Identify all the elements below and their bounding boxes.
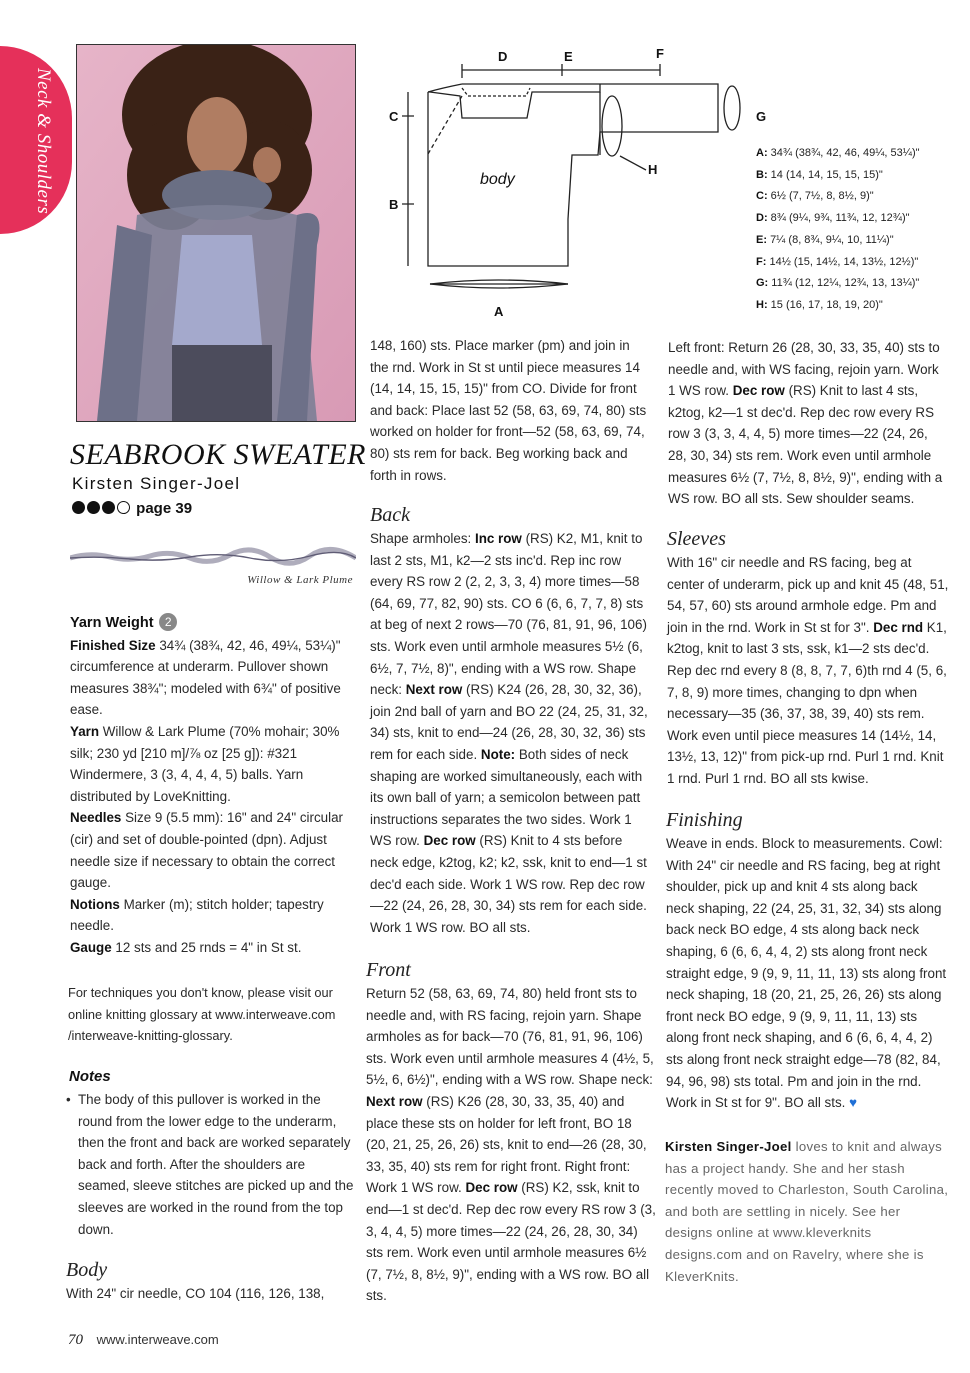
sleeves-body: With 16" cir needle and RS facing, beg at center of underarm, pick up and knit 45 (48, 51, 54, 57, 60) sts around armhole edge. Pm and join in the rnd. Work in St st for 3". Dec rnd K1, k2tog, knit to last 3 sts, ssk, k1—2 sts dec'd. Rep dec rnd every 8 (8, 8, 7, 7, 6)th rnd 4 (5, 6, 7, 8, 9) more times, changing to dpn when necessary—35 (36, 37, 38, 39, 40) sts rem. Work even until piece measures 14 (14½, 14, 13½, 13, 12)" from pick-up rnd. Purl 1 rnd. Knit 1 rnd. Purl 1 rnd. BO all sts kwise. [667, 555, 949, 786]
footer-url[interactable]: www.interweave.com [96, 1332, 219, 1347]
gauge-spec: Gauge 12 sts and 25 rnds = 4" in St st. [70, 939, 302, 955]
measurement-d: D: 8¾ (9¼, 9¾, 11¾, 12, 12¾)" [756, 212, 910, 225]
left-front-body: Left front: Return 26 (28, 30, 33, 35, 40) sts to needle and, with WS facing, rejoin yarn. Work 1 WS row. Dec row (RS) Knit to last 4 sts, k2tog, k2—1 st dec'd. Rep dec row every RS row 3 (3, 3, 4, 4, 5) more times—22 (24, 26, 28, 30, 34) sts rem. Work even until armhole measures 6½ (7, 7½, 8, 8½, 9)", ending with a WS row. BO all sts. Sew shoulder seams. [668, 340, 943, 507]
skill-page-ref: page 39 [136, 500, 193, 517]
label-h: H [648, 162, 658, 177]
yarn-spec: Yarn Willow & Lark Plume (70% mohair; 30% silk; 230 yd [210 m]/⅞ oz [25 g]): #321 Windermere, 3 (3, 4, 4, 4, 5) balls. Yarn distributed by LoveKnitting. [70, 723, 340, 804]
pattern-title: SEABROOK SWEATER [70, 438, 367, 471]
finishing-body: Weave in ends. Block to measurements. Cowl: With 24" cir needle and RS facing, beg at right shoulder, pick up and knit 4 sts along back neck shaping, 22 (24, 25, 31, 32, 34) sts along back neck BO edge, 4 sts along back neck shaping, 6 (6, 6, 4, 4, 2) sts along front neck straight edge, 9 (9, 9, 11, 11, 13) sts along front neck shaping, 18 (20, 21, 25, 26, 26) sts along front neck BO edge, 9 (9, 9, 11, 11, 13) sts along front neck shaping, and 6 (6, 6, 4, 4, 2) sts along front neck straight edge—78 (82, 84, 94, 96, 98) sts total. Pm and join in the rnd. Work in St st for 9". BO all sts. ♥ [666, 836, 947, 1111]
measurement-f: F: 14½ (15, 14½, 14, 13½, 12½)" [756, 255, 919, 268]
label-d: D [498, 49, 508, 64]
notes-body: • The body of this pullover is worked in the round from the lower edge to the underarm, then the front and back are worked separately back and forth. After the shoulders are seamed, sleeve stitches are picked up and the sleeves are worked in the round from the top down. [66, 1092, 354, 1237]
page-footer [68, 1332, 219, 1349]
measurement-c: C: 6½ (7, 7½, 8, 8½, 9)" [756, 190, 874, 203]
label-a: A [494, 304, 504, 319]
skill-dots [72, 500, 132, 517]
measurement-g: G: 11¾ (12, 12¼, 12¾, 13, 13¼)" [756, 277, 920, 290]
front-body: Return 52 (58, 63, 69, 74, 80) held front sts to needle and, with RS facing, rejoin yarn. Shape armholes as for back—70 (76, 81, 91, 96, 106) sts. Work even until armhole measures 4 (4½, 5, 5½, 6, 6½)", ending with a WS row. Shape neck: Next row (RS) K26 (28, 30, 33, 35, 40) and place these sts on holder for left front, BO 18 (20, 21, 25, 26, 26) sts, knit to end—26 (28, 30, 33, 35, 40) sts rem for right front. Right front: Work 1 WS row. Dec row (RS) K2, ssk, knit to end—1 st dec'd. Rep dec row every RS row 3 (3, 3, 4, 4, 5) more times—22 (24, 26, 28, 30, 34) sts rem. Work even until armhole measures 6½ (7, 7½, 8, 8½, 9)", ending with a WS row. BO all sts. [366, 986, 656, 1304]
designer-bio: Kirsten Singer-Joel loves to knit and always has a project handy. She and her stash recently moved to Charleston, South Carolina, and both are settling in nicely. See her designs online at www.kleverknits designs.com and on Ravelry, where she is KleverKnits. [665, 1139, 949, 1284]
body-heading: Body [66, 1259, 108, 1281]
needles-spec: Needles Size 9 (5.5 mm): 16" and 24" circular (cir) and set of double-pointed (dpn). Adjust needle size if necessary to obtain the correct gauge. [70, 810, 343, 891]
skill-level [72, 500, 192, 517]
body-text-start: With 24" cir needle, CO 104 (116, 126, 138, [66, 1286, 325, 1301]
yarn-weight: Yarn Weight 2 [70, 612, 356, 635]
section-tab [0, 46, 72, 234]
measurement-a: A: 34¾ (38¾, 42, 46, 49¼, 53¼)" [756, 147, 920, 159]
measurement-h: H: 15 (16, 17, 18, 19, 20)" [756, 298, 883, 311]
designer-name: Kirsten Singer-Joel [72, 474, 241, 493]
label-c: C [389, 109, 399, 124]
section-tab-label: Neck & Shoulders [33, 67, 54, 215]
sleeves-heading: Sleeves [667, 528, 726, 550]
measurement-list [756, 143, 920, 317]
label-f: F [656, 46, 664, 61]
finishing-heading: Finishing [666, 809, 743, 831]
front-heading: Front [366, 959, 411, 981]
back-heading: Back [370, 504, 410, 526]
label-e: E [564, 49, 573, 64]
model-photo [76, 44, 356, 422]
notions-spec: Notions Marker (m); stitch holder; tapestry needle. [70, 896, 324, 934]
finished-size: Finished Size 34¾ (38¾, 42, 46, 49¼, 53¼)" circumference at underarm. Pullover shown measures 38¾"; modeled with 6¾" of positive ease. [70, 637, 341, 718]
label-g: G [756, 109, 767, 124]
body-text-cont: 148, 160) sts. Place marker (pm) and join in the rnd. Work in St st until piece measures 14 (14, 14, 15, 15, 15)" from CO. Divide for front and back: Place last 52 (58, 63, 69, 74, 80) sts worked on holder for front—52 (58, 63, 69, 74, 80) sts rem for back. Beg working back and forth in rows. [370, 338, 647, 483]
label-b: B [389, 197, 399, 212]
yarn-swatch [70, 546, 356, 566]
techniques-note: For techniques you don't know, please visit our online knitting glossary at www.interweave.com /interweave-knitting-glossary. [68, 985, 336, 1044]
schematic-diagram [372, 44, 768, 324]
label-body: body [480, 171, 515, 188]
heart-icon: ♥ [849, 1095, 858, 1111]
notes-heading: Notes [69, 1068, 111, 1085]
back-body: Shape armholes: Inc row (RS) K2, M1, knit to last 2 sts, M1, k2—2 sts inc'd. Rep inc row every RS row 2 (2, 2, 3, 3, 4) more times—58 (64, 69, 77, 82, 90) sts. CO 6 (6, 6, 7, 7, 8) sts at beg of next 2 rows—70 (76, 81, 91, 96, 106) sts. Work even until armhole measures 5½ (6, 6½, 7, 7½, 8)", ending with a WS row. Shape neck: Next row (RS) K24 (26, 28, 30, 32, 36), join 2nd ball of yarn and BO 22 (24, 25, 31, 32, 34) sts, knit to end—24 (26, 28, 30, 32, 36) sts rem for each side. Note: Both sides of neck shaping are worked simultaneously, each with its own ball of yarn; a semicolon between patt instructions separates the two sides. Work 1 WS row. Dec row (RS) Knit to 4 sts before neck edge, k2tog, k2; k2, ssk, knit to end—1 st dec'd each side. Work 1 WS row. Rep dec row—22 (24, 26, 28, 30, 34) sts rem for each side. Work 1 WS row. BO all sts. [370, 531, 648, 935]
page-number: 70 [68, 1332, 83, 1348]
measurement-b: B: 14 (14, 14, 15, 15, 15)" [756, 168, 883, 181]
schematic-svg [372, 44, 768, 324]
model-photo-illustration [77, 45, 355, 421]
yarn-swatch-label: Willow & Lark Plume [247, 574, 353, 586]
specs-column [70, 612, 356, 959]
yarn-ball-icon: 2 [159, 613, 177, 631]
measurement-e: E: 7¼ (8, 8¾, 9¼, 10, 11¼)" [756, 233, 894, 246]
